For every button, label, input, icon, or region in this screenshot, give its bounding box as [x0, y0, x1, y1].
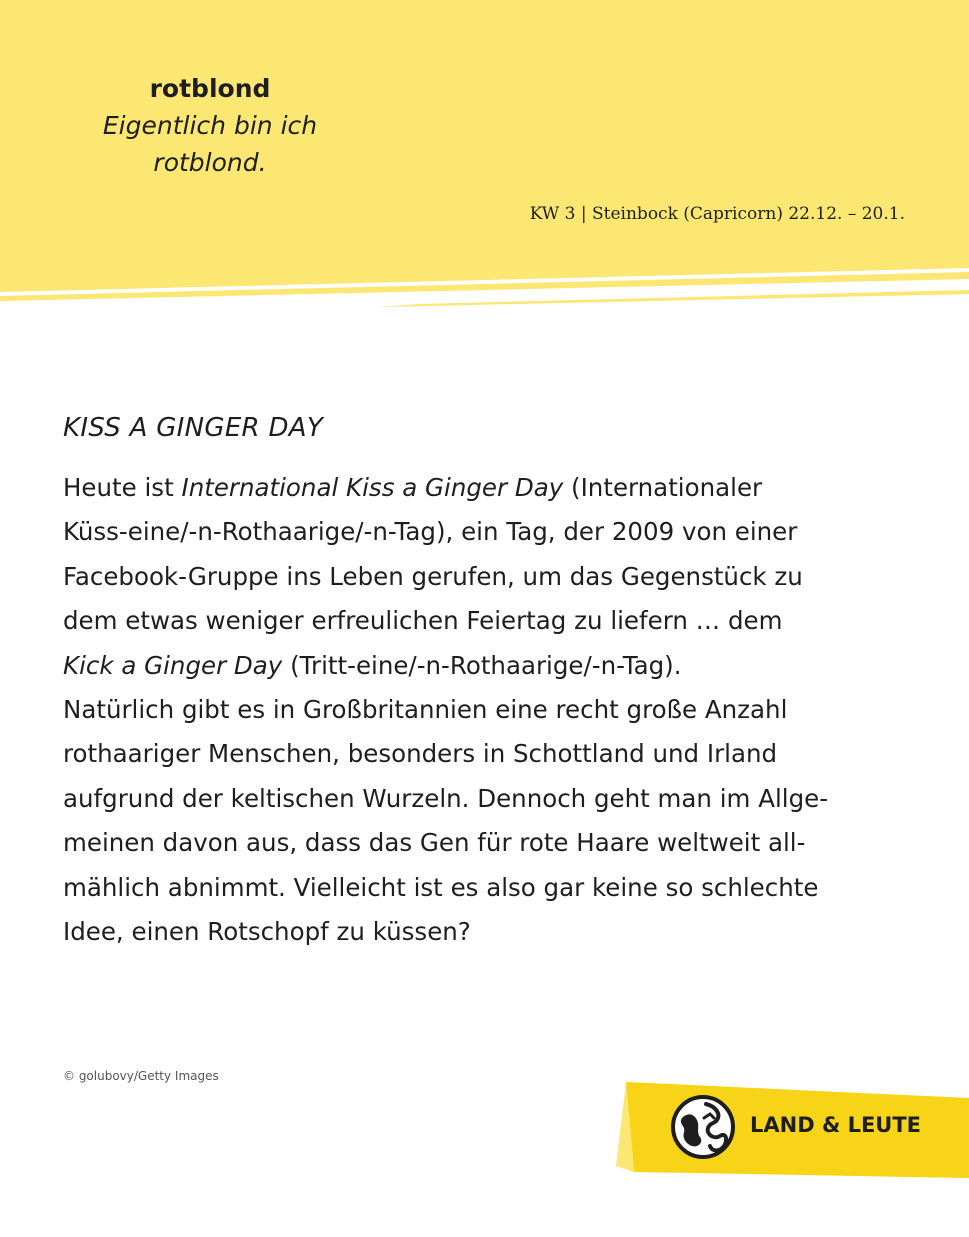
- article-line: [63, 688, 883, 732]
- article-text: dem etwas weniger erfreulichen Feiertag zu liefern … dem: [63, 606, 783, 636]
- article-line: [63, 510, 883, 554]
- article-line: [63, 777, 883, 821]
- article-text: (Internationaler: [563, 473, 763, 502]
- word-phrase-line-1: Eigentlich bin ich: [102, 111, 318, 140]
- article-text: Heute ist: [63, 473, 182, 502]
- word-phrase-line-2: rotblond.: [153, 148, 267, 177]
- article-line: [63, 644, 883, 688]
- article-text-italic: International Kiss a Ginger Day: [181, 473, 564, 502]
- article-text: Facebook-Gruppe ins Leben gerufen, um das Gegenstück zu: [63, 561, 803, 591]
- article-text: Küss-eine/-n-Rothaarige/-n-Tag), ein Tag, der 2009 von einer: [63, 517, 798, 547]
- article-text: rothaariger Menschen, besonders in Schottland und Irland: [63, 739, 778, 769]
- word-title: rotblond: [149, 74, 271, 103]
- article-text: aufgrund der keltischen Wurzeln. Dennoch geht man im Allge-: [63, 783, 829, 813]
- week-info: KW 3 | Steinbock (Capricorn) 22.12. – 20.1.: [529, 204, 905, 224]
- article-line: [63, 466, 883, 510]
- photo-credit: © golubovy/Getty Images: [63, 1069, 219, 1083]
- article-line: [63, 555, 883, 599]
- article-text: (Tritt-eine/-n-Rothaarige/-n-Tag).: [282, 650, 682, 680]
- article-text: meinen davon aus, dass das Gen für rote Haare weltweit all-: [63, 828, 806, 858]
- category-label: LAND & LEUTE: [750, 1113, 922, 1137]
- globe-icon: [670, 1094, 736, 1160]
- article-title: KISS A GINGER DAY: [63, 413, 324, 443]
- header-band: [0, 0, 969, 312]
- article-line: [63, 732, 883, 776]
- article-line: [63, 866, 883, 910]
- article-line: [63, 821, 883, 865]
- article-text: Natürlich gibt es in Großbritannien eine recht große Anzahl: [63, 695, 788, 725]
- article-text-italic: Kick a Ginger Day: [63, 650, 283, 680]
- article-line: [63, 910, 883, 954]
- category-tag: [608, 1078, 969, 1178]
- article-body: [63, 466, 883, 954]
- article-text: Idee, einen Rotschopf zu küssen?: [63, 917, 471, 947]
- article-line: [63, 599, 883, 643]
- article-text: mählich abnimmt. Vielleicht ist es also gar keine so schlechte: [63, 872, 819, 902]
- word-of-the-day: [60, 70, 360, 181]
